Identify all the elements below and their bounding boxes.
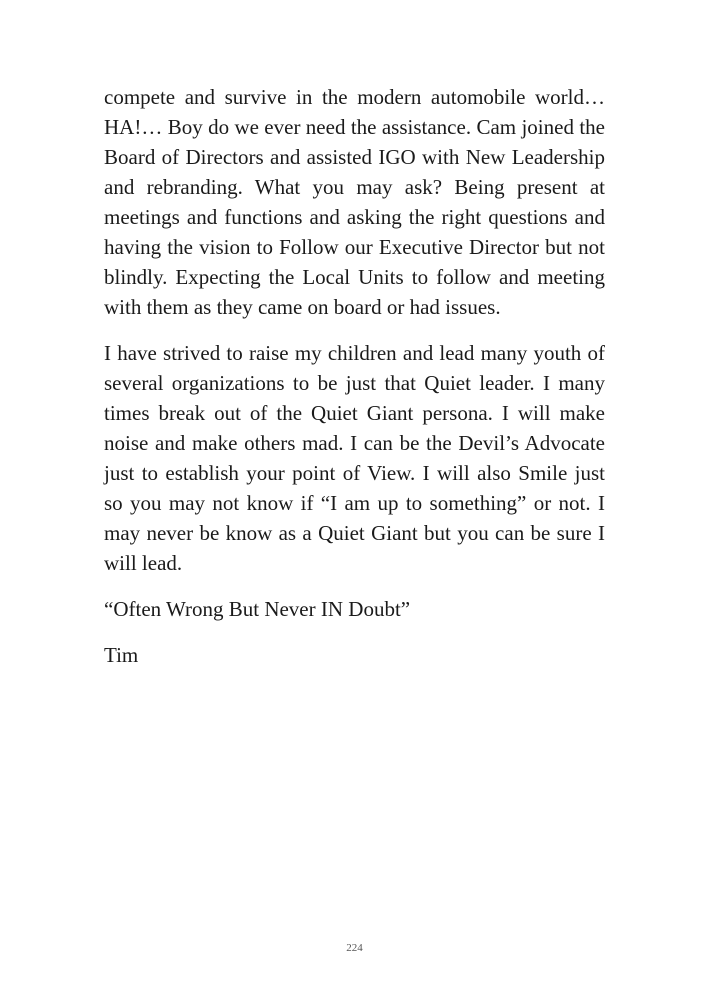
body-text: [104, 82, 605, 686]
motto-quote: “Often Wrong But Never IN Doubt”: [104, 597, 411, 621]
page-number: 224: [346, 942, 363, 954]
signature: Tim: [104, 643, 139, 667]
paragraph-2: I have strived to raise my children and lead many youth of several organizations to be just that Quiet leader. I many times break out of the Quiet Giant persona. I will make noise and make others mad. I can be the Devil’s Advocate just to establish your point of View. I will also Smile just so you may not know if “I am up to something” or not. I may never be know as a Quiet Giant but you can be sure I will lead.: [104, 341, 605, 575]
paragraph-1: compete and survive in the modern automobile world… HA!… Boy do we ever need the assistance. Cam joined the Board of Directors and assisted IGO with New Leadership and rebranding. What you may ask? Being present at meetings and functions and asking the right questions and having the vision to Follow our Executive Director but not blindly. Expecting the Local Units to follow and meeting with them as they came on board or had issues.: [104, 85, 605, 319]
